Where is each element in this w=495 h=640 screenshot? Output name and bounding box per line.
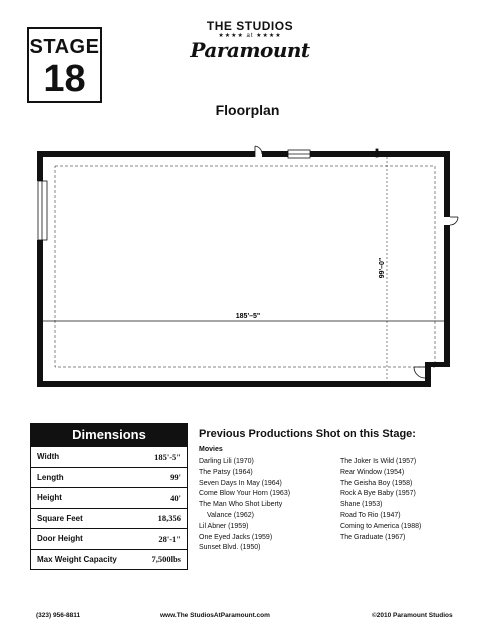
floorplan-title: Floorplan: [215, 102, 280, 118]
list-item: Coming to America (1988): [340, 522, 422, 530]
stage-number: 18: [43, 58, 86, 100]
dimension-label: Square Feet: [37, 513, 83, 523]
dimension-row: [31, 487, 187, 508]
list-item: One Eyed Jacks (1959): [199, 533, 273, 541]
dimension-label: Door Height: [37, 534, 83, 544]
logo-title: THE STUDIOS: [206, 19, 294, 33]
list-item: Road To Rio (1947): [340, 511, 401, 519]
list-item: Rear Window (1954): [340, 468, 405, 476]
dimension-value: 185'-5": [154, 451, 181, 462]
list-item: The Graduate (1967): [340, 533, 406, 541]
logo-stars: ★★★★ at ★★★★: [218, 33, 282, 39]
footer-phone: (323) 956-8811: [36, 612, 81, 619]
dimension-value: 7,500lbs: [151, 554, 181, 565]
list-item: Valance (1962): [207, 511, 254, 519]
list-item: Shane (1953): [340, 501, 383, 509]
dimension-row: [31, 446, 187, 467]
dimension-row: [31, 528, 187, 549]
width-label: 185'–5": [235, 313, 261, 320]
dimension-label: Max Weight Capacity: [37, 554, 117, 564]
list-item: Rock A Bye Baby (1957): [340, 490, 416, 498]
dimension-row: [31, 549, 187, 570]
productions-title: Previous Productions Shot on this Stage:: [199, 428, 416, 440]
list-item: Come Blow Your Horn (1963): [199, 490, 291, 498]
dimension-row: [31, 508, 187, 529]
dimension-label: Length: [37, 472, 64, 482]
list-item: Seven Days In May (1964): [199, 479, 282, 487]
list-item: Lil Abner (1959): [199, 522, 249, 530]
dimensions-title: Dimensions: [31, 424, 187, 446]
list-item: The Patsy (1964): [199, 468, 253, 476]
inner-outline: [55, 166, 435, 367]
list-item: Sunset Blvd. (1950): [199, 544, 261, 552]
stage-walls: [37, 151, 450, 387]
dimensions-table: [30, 423, 188, 570]
dimension-row: [31, 467, 187, 488]
dimension-value: 40': [170, 492, 181, 503]
dimension-value: 99': [170, 472, 181, 483]
stage-label: STAGE: [29, 36, 100, 58]
dimension-value: 28'-1": [158, 533, 181, 544]
corner-door-swing: [414, 367, 425, 378]
dimension-label: Height: [37, 493, 62, 503]
dimension-value: 18,356: [157, 513, 181, 524]
movies-category: Movies: [199, 446, 223, 453]
top-door-swing: [255, 146, 262, 157]
dimension-label: Width: [37, 452, 60, 462]
length-label: 99'–0": [379, 257, 386, 279]
logo-script: Paramount: [190, 38, 310, 62]
list-item: Darling Lili (1970): [199, 458, 254, 465]
productions-column-2: [340, 457, 421, 543]
productions-column-1: [199, 457, 290, 554]
right-door-swing: [450, 217, 458, 225]
list-item: The Joker Is Wild (1957): [340, 458, 417, 465]
list-item: The Geisha Boy (1958): [340, 479, 413, 487]
list-item: The Man Who Shot Liberty: [199, 501, 283, 509]
left-door: [38, 181, 47, 240]
footer-website[interactable]: www.The StudiosAtParamount.com: [160, 612, 270, 619]
footer-copyright: ©2010 Paramount Studios: [372, 612, 453, 619]
